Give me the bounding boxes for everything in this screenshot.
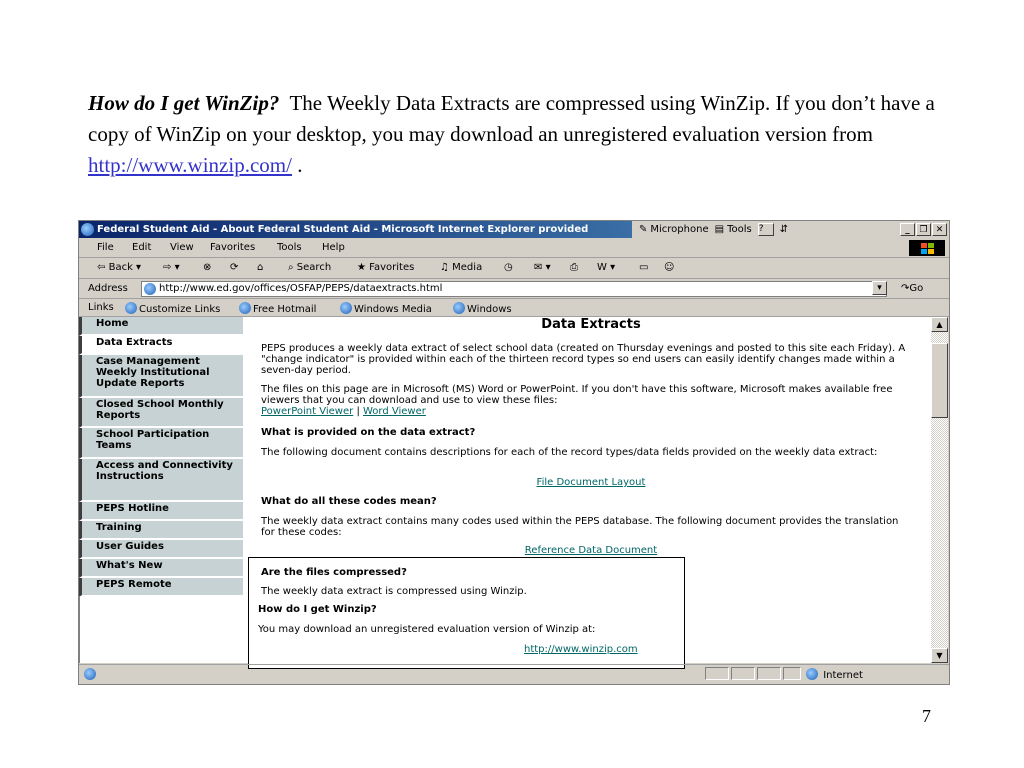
- nav-whats-new[interactable]: What's New: [79, 559, 243, 578]
- menu-favorites[interactable]: Favorites: [210, 242, 256, 253]
- stop-button[interactable]: [203, 262, 211, 273]
- status-pane: [705, 667, 729, 680]
- callout-winzip-link[interactable]: http://www.winzip.com: [524, 644, 638, 655]
- callout-compressed-text: The weekly data extract is compressed using Winzip.: [261, 586, 527, 597]
- word-viewer-link[interactable]: Word Viewer: [363, 406, 426, 417]
- standard-toolbar: [79, 258, 949, 279]
- menu-view[interactable]: View: [170, 242, 194, 253]
- nav-case-management[interactable]: Case Management Weekly Institutional Update Reports: [79, 355, 243, 398]
- links-bar: [79, 299, 949, 317]
- windows-logo-icon: [909, 240, 945, 256]
- mail-button[interactable]: ✉ ▾: [534, 262, 551, 273]
- winzip-callout: [248, 557, 685, 669]
- maximize-button[interactable]: ❐: [916, 223, 931, 236]
- heading-codes: What do all these codes mean?: [261, 496, 437, 507]
- status-pane: [783, 667, 801, 680]
- scroll-down-arrow-icon[interactable]: ▼: [931, 648, 948, 663]
- refresh-icon: ⟳: [230, 262, 239, 273]
- browser-screenshot: [78, 220, 950, 685]
- left-navigation: [79, 317, 243, 663]
- address-input[interactable]: [141, 281, 887, 297]
- reference-link-row: [261, 545, 921, 556]
- forward-arrow-icon: ⇨: [163, 262, 172, 273]
- close-button[interactable]: ✕: [932, 223, 947, 236]
- home-icon: ⌂: [257, 262, 264, 273]
- back-arrow-icon: ⇦: [97, 262, 106, 273]
- status-bar: [79, 664, 949, 683]
- refresh-button[interactable]: [230, 262, 238, 273]
- edit-button[interactable]: W ▾: [597, 262, 616, 273]
- link-windows[interactable]: Windows: [453, 302, 512, 315]
- print-icon: ⎙: [570, 262, 578, 273]
- nav-access-connectivity[interactable]: Access and Connectivity Instructions: [79, 459, 243, 502]
- tools-button[interactable]: ▤ Tools: [714, 224, 752, 235]
- menu-help[interactable]: Help: [322, 242, 345, 253]
- messenger-button[interactable]: [664, 262, 674, 273]
- media-icon: ♫: [440, 262, 449, 273]
- intro-paragraph: PEPS produces a weekly data extract of select school data (created on Thursday evenings and posted to this site each Friday). A "change indicator" is provided within each of the thirteen record types so end users can easily identify changes made within a seven-day period.: [261, 343, 906, 376]
- forward-button[interactable]: ⇨ ▾: [163, 262, 180, 273]
- mail-icon: ✉: [534, 262, 543, 273]
- status-pane: [757, 667, 781, 680]
- scroll-thumb[interactable]: [931, 343, 948, 418]
- favorites-icon: ★: [357, 262, 366, 273]
- search-icon: ⌕: [288, 262, 294, 273]
- file-layout-link-row: [261, 477, 921, 488]
- title-bar: [79, 221, 949, 238]
- nav-peps-remote[interactable]: PEPS Remote: [79, 578, 243, 597]
- callout-heading-winzip: How do I get Winzip?: [258, 604, 377, 615]
- slide-text: [88, 88, 968, 181]
- tools-icon: ▤: [714, 224, 725, 235]
- powerpoint-viewer-link[interactable]: PowerPoint Viewer: [261, 406, 354, 417]
- ie-link-icon: [239, 302, 251, 314]
- page-number: 7: [922, 706, 931, 726]
- ie-link-icon: [453, 302, 465, 314]
- viewers-paragraph: The files on this page are in Microsoft (MS) Word or PowerPoint. If you don't have this software, Microsoft makes available free viewers that you can download and use to view these files: PowerPoint Viewer | Word Viewer: [261, 384, 893, 417]
- nav-peps-hotline[interactable]: PEPS Hotline: [79, 502, 243, 521]
- discuss-icon: ▭: [639, 262, 649, 273]
- status-pane: [731, 667, 755, 680]
- history-button[interactable]: [504, 262, 513, 273]
- address-label: Address: [88, 283, 128, 294]
- link-separator: |: [356, 406, 360, 417]
- provided-paragraph: The following document contains descriptions for each of the record types/data fields provided on the weekly data extract:: [261, 447, 878, 458]
- media-button[interactable]: ♫ Media: [440, 262, 483, 273]
- ie-link-icon: [340, 302, 352, 314]
- back-button[interactable]: ⇦ Back ▾: [97, 262, 142, 273]
- go-arrow-icon: ↷: [901, 283, 910, 294]
- nav-training[interactable]: Training: [79, 521, 243, 540]
- nav-data-extracts[interactable]: Data Extracts: [79, 336, 243, 355]
- address-url: http://www.ed.gov/offices/OSFAP/PEPS/dataextracts.html: [159, 283, 443, 294]
- slide-trailing: .: [297, 153, 303, 177]
- winzip-link[interactable]: http://www.winzip.com/: [88, 153, 292, 177]
- vertical-scrollbar[interactable]: [931, 317, 948, 663]
- window-title-area: [79, 221, 632, 238]
- discuss-button[interactable]: [639, 262, 648, 273]
- ie-icon: [81, 223, 94, 236]
- link-hotmail[interactable]: Free Hotmail: [239, 302, 316, 315]
- nav-user-guides[interactable]: User Guides: [79, 540, 243, 559]
- page-title: Data Extracts: [541, 317, 641, 332]
- minimize-button[interactable]: _: [900, 223, 915, 236]
- nav-blank-area: [79, 597, 243, 663]
- options-arrow-icon[interactable]: ⇵: [779, 224, 789, 235]
- search-button[interactable]: ⌕ Search: [288, 262, 332, 273]
- home-button[interactable]: [257, 262, 263, 273]
- window-title: Federal Student Aid - About Federal Student Aid - Microsoft Internet Explorer provided: [97, 224, 589, 235]
- stop-icon: ⊗: [203, 262, 212, 273]
- nav-closed-school[interactable]: Closed School Monthly Reports: [79, 398, 243, 428]
- reference-data-document-link[interactable]: Reference Data Document: [524, 545, 658, 556]
- menu-edit[interactable]: Edit: [132, 242, 152, 253]
- menu-bar: [79, 239, 949, 258]
- heading-provided: What is provided on the data extract?: [261, 427, 476, 438]
- status-page-icon: [84, 668, 96, 680]
- history-icon: ◷: [504, 262, 513, 273]
- file-document-layout-link[interactable]: File Document Layout: [536, 477, 646, 488]
- microphone-button[interactable]: ✎ Microphone: [639, 224, 709, 235]
- print-button[interactable]: [570, 262, 578, 273]
- favorites-button[interactable]: ★ Favorites: [357, 262, 415, 273]
- slide-body: The Weekly Data Extracts are compressed using WinZip. If you don’t have a copy of WinZip on your desktop, you may download an unregistered evaluation version from: [88, 91, 935, 146]
- globe-icon: [806, 668, 818, 680]
- page-icon: [144, 283, 156, 295]
- language-bar: [639, 222, 788, 237]
- menu-tools[interactable]: Tools: [277, 242, 302, 253]
- window-controls: [900, 223, 947, 236]
- links-label: Links: [88, 302, 114, 313]
- microphone-icon: ✎: [639, 224, 648, 235]
- messenger-icon: ☺: [664, 262, 675, 273]
- link-customize[interactable]: Customize Links: [125, 302, 220, 315]
- link-windows-media[interactable]: Windows Media: [340, 302, 432, 315]
- codes-paragraph: The weekly data extract contains many codes used within the PEPS database. The following document provides the translation for these codes:: [261, 516, 899, 538]
- address-dropdown-button[interactable]: ▾: [872, 281, 887, 295]
- callout-winzip-text: You may download an unregistered evaluation version of Winzip at:: [258, 624, 596, 635]
- slide-question: How do I get WinZip?: [88, 91, 280, 115]
- address-bar: [79, 279, 949, 299]
- nav-school-participation[interactable]: School Participation Teams: [79, 428, 243, 459]
- security-zone: Internet: [806, 668, 863, 681]
- scroll-up-arrow-icon[interactable]: ▲: [931, 317, 948, 332]
- menu-file[interactable]: File: [97, 242, 114, 253]
- ie-link-icon: [125, 302, 137, 314]
- word-icon: W: [597, 262, 607, 273]
- callout-heading-compressed: Are the files compressed?: [261, 567, 407, 578]
- nav-home[interactable]: Home: [79, 317, 243, 336]
- help-button[interactable]: ?: [758, 223, 774, 236]
- go-button[interactable]: ↷Go: [901, 283, 924, 294]
